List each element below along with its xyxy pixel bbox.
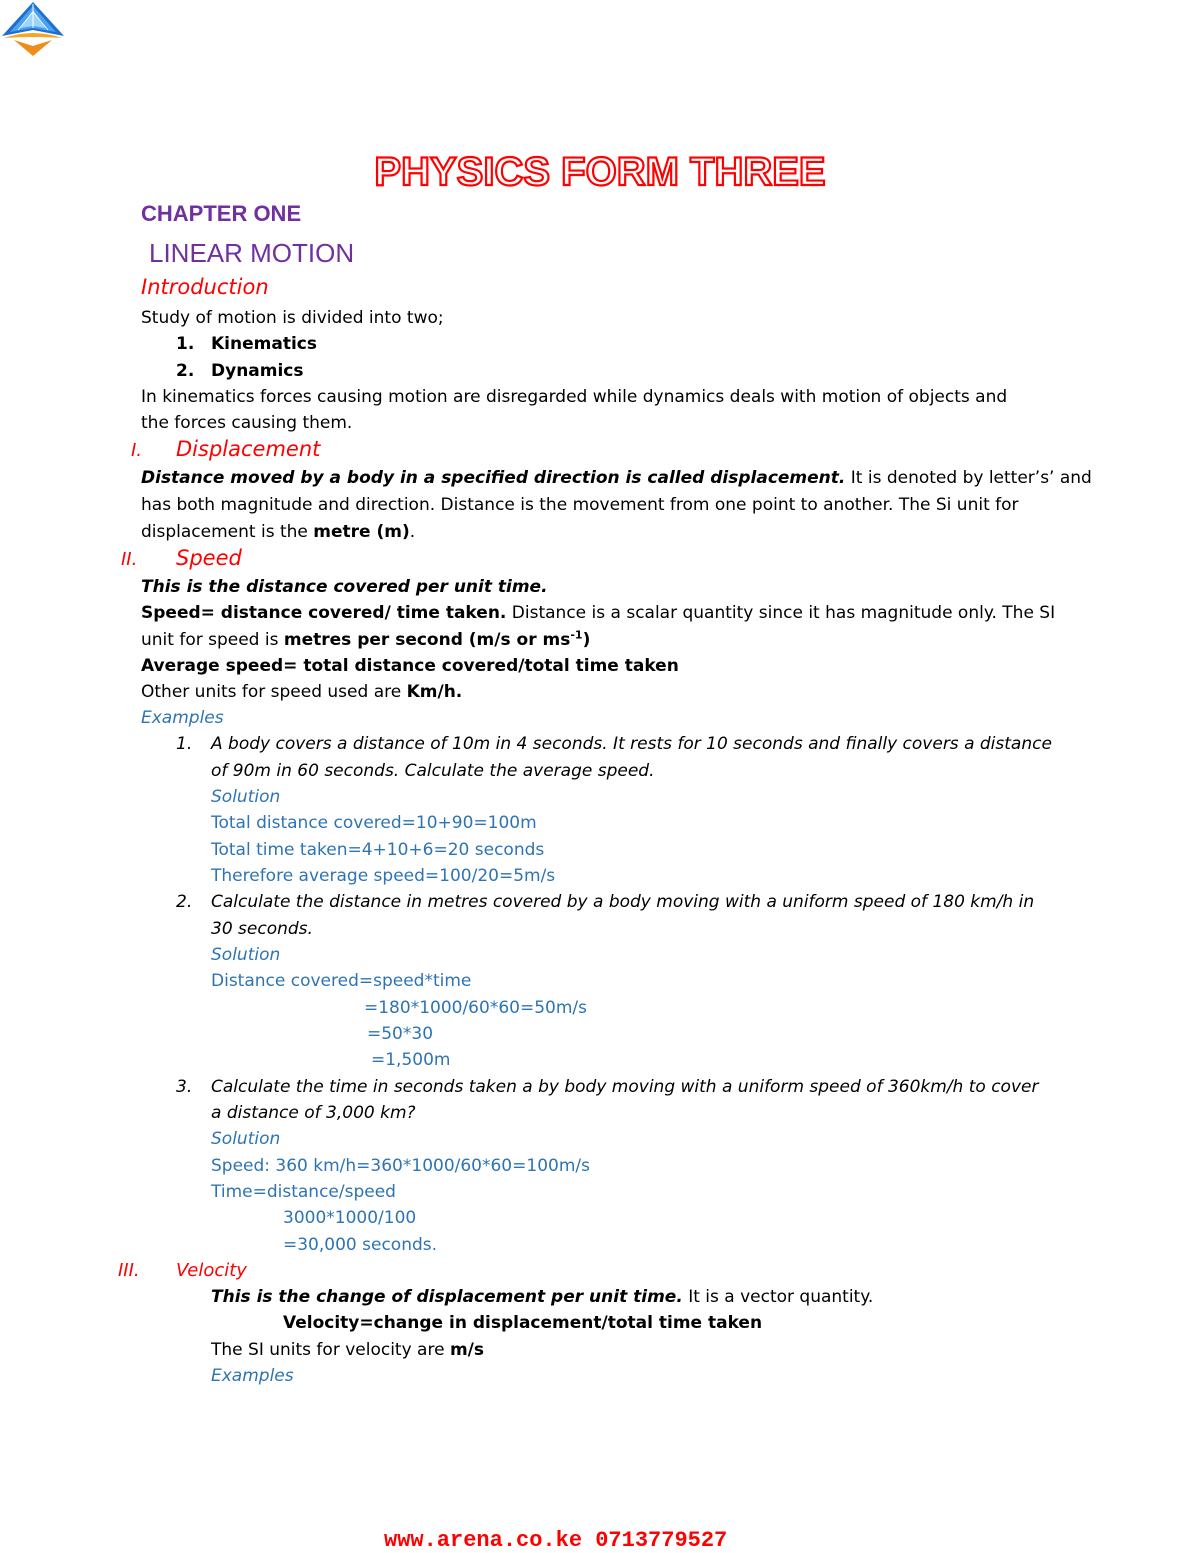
displacement-si-unit-line: displacement is the metre (m). [141,522,416,542]
solution-line: =1,500m [371,1050,451,1070]
speed-heading: Speed [176,546,242,570]
velocity-examples-label: Examples [211,1366,294,1386]
solution-line: 3000*1000/100 [283,1208,417,1228]
solution-line: =30,000 seconds. [283,1235,438,1255]
list-item-dynamics: Dynamics [211,361,304,381]
section-numeral: II. [121,549,138,570]
solution-line: =50*30 [367,1024,434,1044]
speed-other-units: Other units for speed used are Km/h. [141,682,463,702]
solution-line: Speed: 360 km/h=360*1000/60*60=100m/s [211,1156,590,1176]
solution-line: Time=distance/speed [211,1182,396,1202]
example-question-line: 30 seconds. [211,919,313,939]
example-question-line: of 90m in 60 seconds. Calculate the average speed. [211,761,655,781]
example-question-line: a distance of 3,000 km? [211,1103,416,1123]
solution-line: Total time taken=4+10+6=20 seconds [211,840,545,860]
example-question-line: Calculate the time in seconds taken a by body moving with a uniform speed of 360km/h to cover [211,1077,1039,1097]
list-item-kinematics: Kinematics [211,334,317,354]
velocity-heading: Velocity [176,1260,247,1281]
section-numeral: III. [118,1260,140,1281]
displacement-line: has both magnitude and direction. Distance is the movement from one point to another. The Si unit for [141,495,1019,515]
example-number: 2. [176,892,193,912]
displacement-heading: Displacement [176,437,321,461]
speed-definition: This is the distance covered per unit time. [141,577,548,597]
example-question-line: A body covers a distance of 10m in 4 seconds. It rests for 10 seconds and finally covers a distance [211,734,1052,754]
footer-contact: www.arena.co.ke 0713779527 [384,1528,728,1553]
example-number: 1. [176,734,193,754]
displacement-definition-line: Distance moved by a body in a specified direction is called displacement. It is denoted by letter’s’ and [141,468,1092,488]
section-numeral: I. [131,440,143,461]
solution-label: Solution [211,1129,281,1149]
solution-line: =180*1000/60*60=50m/s [364,998,587,1018]
examples-label: Examples [141,708,224,728]
example-question-line: Calculate the distance in metres covered by a body moving with a uniform speed of 180 km/h in [211,892,1035,912]
speed-formula-line: Speed= distance covered/ time taken. Distance is a scalar quantity since it has magnitude only. The SI [141,603,1056,623]
example-number: 3. [176,1077,193,1097]
topic-heading: LINEAR MOTION [149,238,355,268]
chapter-label: CHAPTER ONE [141,201,302,226]
intro-lead: Study of motion is divided into two; [141,308,444,328]
intro-heading: Introduction [141,275,269,299]
average-speed-formula: Average speed= total distance covered/total time taken [141,656,679,676]
solution-line: Total distance covered=10+90=100m [211,813,537,833]
solution-line: Distance covered=speed*time [211,971,472,991]
intro-paragraph-line: In kinematics forces causing motion are disregarded while dynamics deals with motion of objects and [141,387,1008,407]
velocity-definition-line: This is the change of displacement per unit time. It is a vector quantity. [211,1287,874,1307]
list-number: 1. [176,334,195,354]
velocity-unit-line: The SI units for velocity are m/s [211,1340,484,1360]
speed-unit-line: unit for speed is metres per second (m/s or $ms^{-1}$) [141,628,591,650]
page-title: PHYSICS FORM THREE [374,150,826,194]
intro-paragraph-line: the forces causing them. [141,413,353,433]
list-number: 2. [176,361,195,381]
solution-label: Solution [211,787,281,807]
arena-logo [0,0,66,58]
solution-line: Therefore average speed=100/20=5m/s [211,866,556,886]
velocity-formula: Velocity=change in displacement/total time taken [283,1313,763,1333]
solution-label: Solution [211,945,281,965]
